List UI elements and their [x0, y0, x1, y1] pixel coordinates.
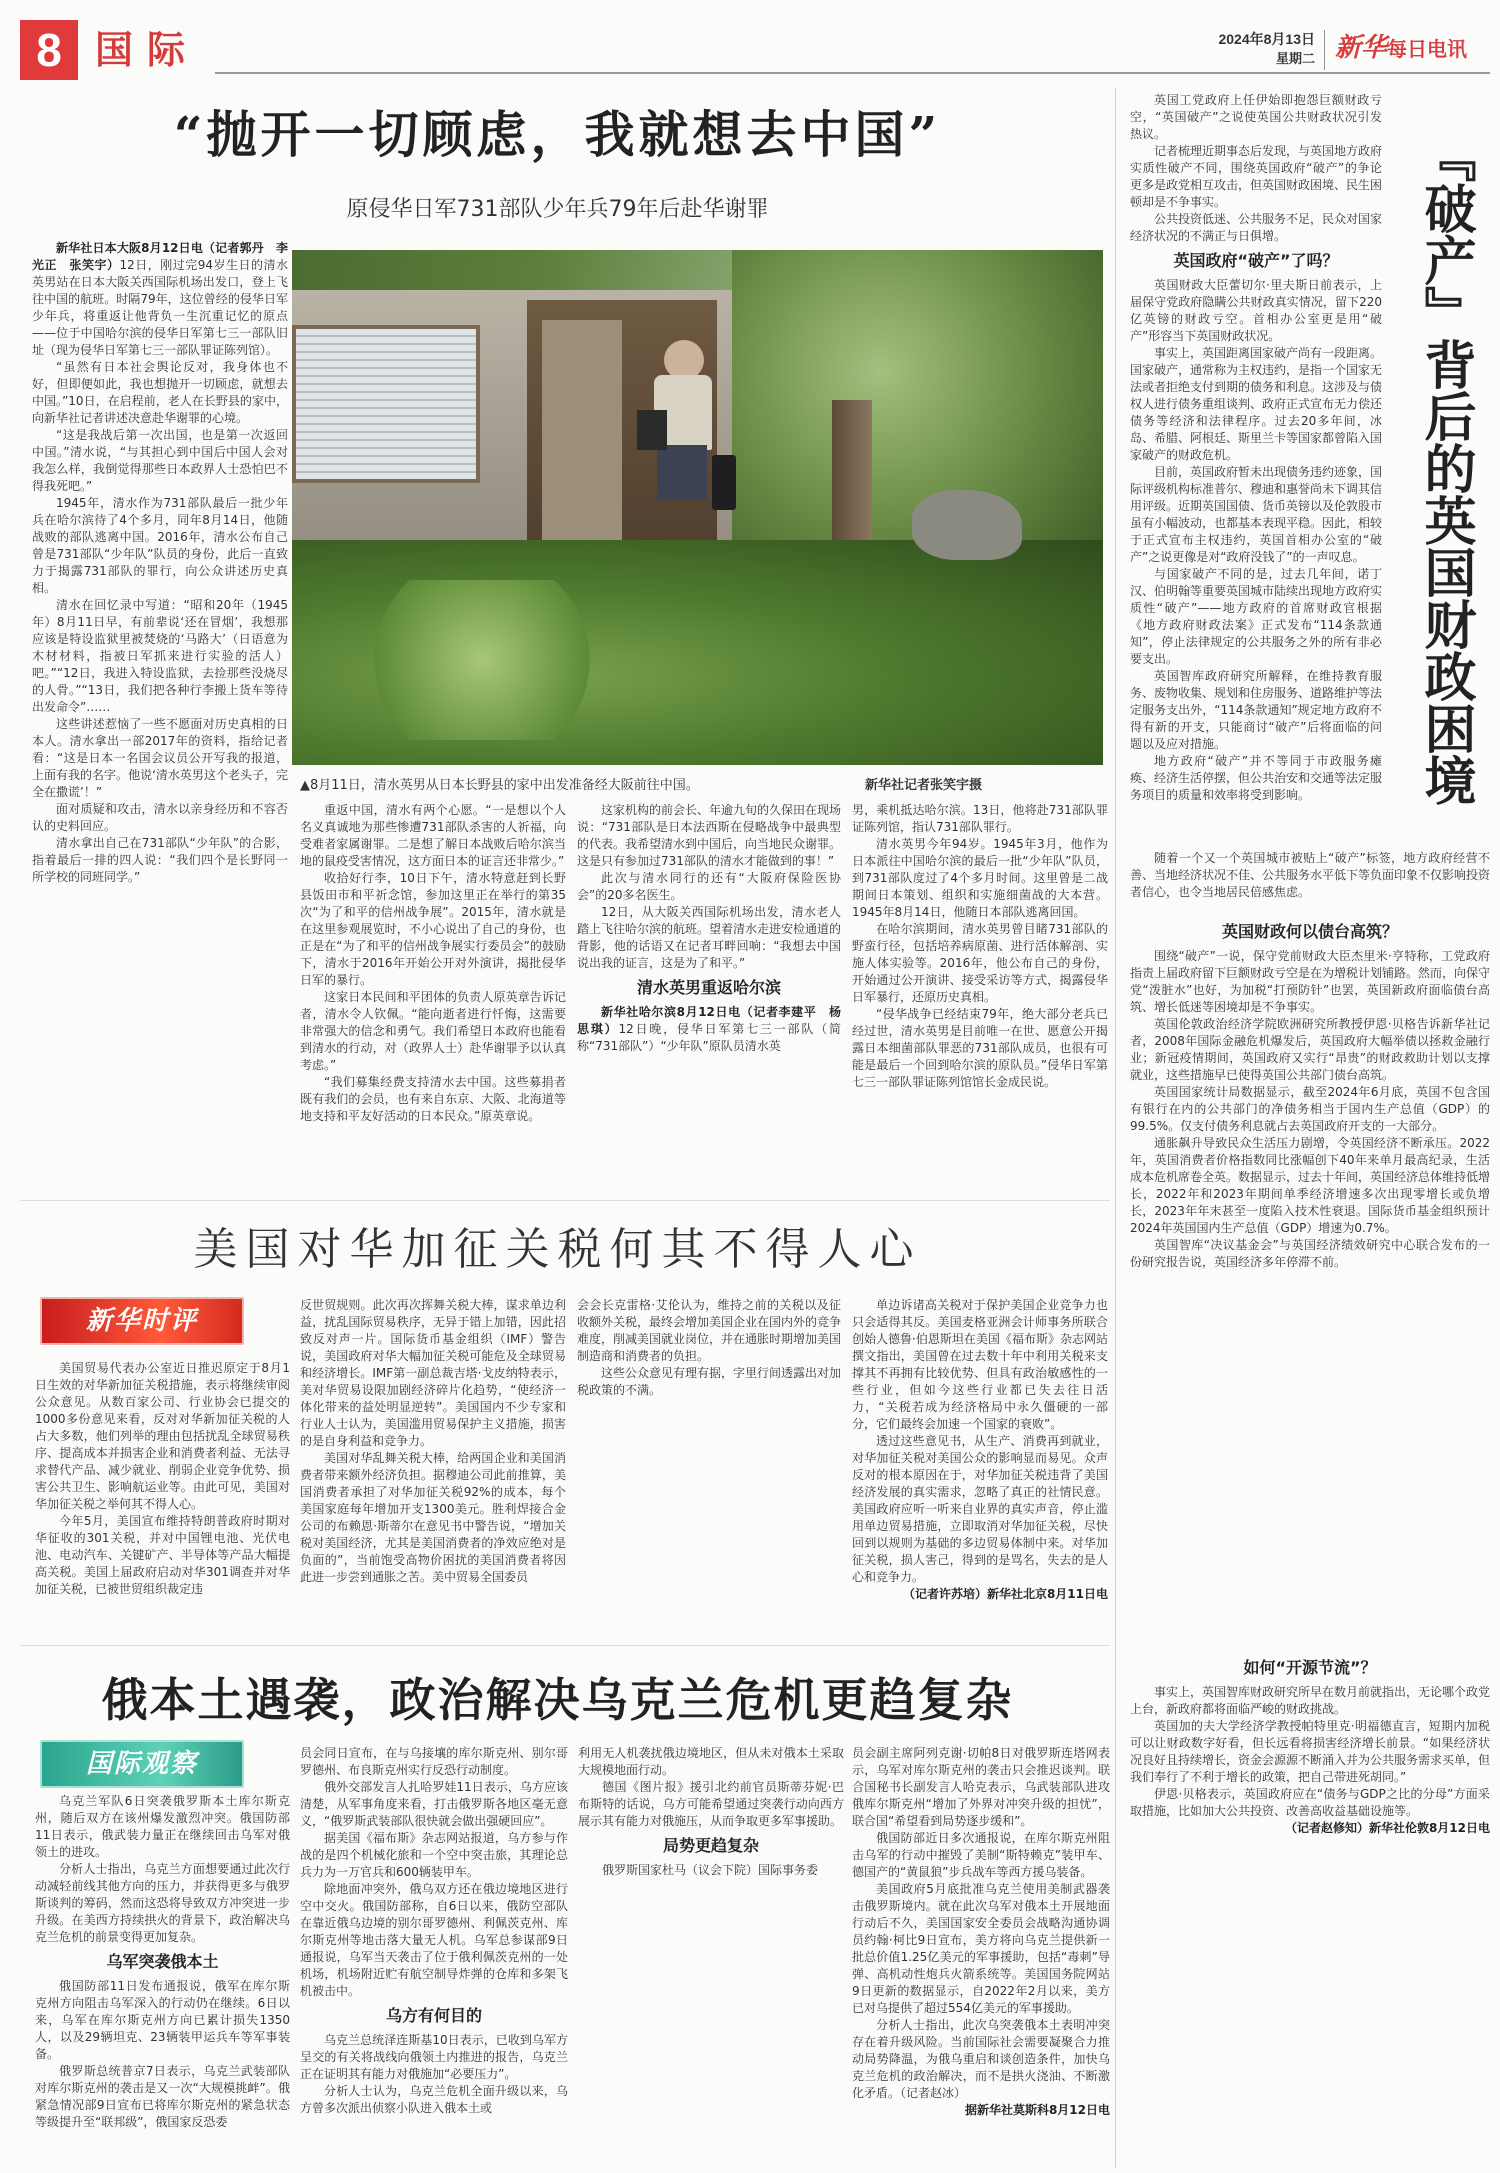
- article-paragraph: [578, 1862, 844, 1879]
- article-paragraph: [300, 1779, 568, 1830]
- page-number: 8: [20, 20, 78, 80]
- caption-text: ▲8月11日，清水英男从日本长野县的家中出发准备经大阪前往中国。: [300, 778, 699, 793]
- article-column: [852, 1745, 1110, 2119]
- article-column: [1130, 92, 1382, 804]
- article-paragraph: [1130, 211, 1382, 245]
- article-paragraph: [1130, 1237, 1490, 1271]
- paragraph-text: 俄国防部近日多次通报说，在库尔斯克州阻击乌军的行动中摧毁了美制“斯特赖克”装甲车、德国产的“黄鼠狼”步兵战车等西方援乌装备。: [852, 1831, 1110, 1879]
- article-paragraph: [35, 1861, 290, 1946]
- masthead-text: 每日电讯: [1387, 37, 1468, 61]
- article-byline: [852, 2102, 1110, 2119]
- man-figure: [664, 340, 704, 380]
- paragraph-text: 这些讲述惹恼了一些不愿面对历史真相的日本人。清水拿出一部2017年的资料，指给记者看：“这是日本一名国会议员公开写我的报道，上面有我的名字。他说‘清水英男这个老头子，完全在撒谎’！”: [32, 717, 288, 799]
- article-subheading: 局势更趋复杂: [662, 1836, 759, 1855]
- vertical-article-title: 『破产』背后的英国财政困境: [1415, 130, 1476, 806]
- paragraph-text: 收拾好行李，10日下午，清水特意赶到长野县饭田市和平祈念馆，参加这里正在举行的第35次“为了和平的信州战争展”。2015年，清水就是在这里参观展览时，不小心说出了自己的身份，也正是在“为了和平的信州战争展实行委员会”的鼓励下，清水于2016年开始公开对外演讲，揭批侵华日军的暴行。: [300, 871, 566, 987]
- paragraph-text: 除地面冲突外，俄乌双方还在俄边境地区进行空中交火。俄国防部称，自6日以来，俄防空部队在靠近俄乌边境的别尔哥罗德州、利佩茨克州、库尔斯克州等地击落大量无人机。乌军总参谋部9日通报说，乌军当天袭击了位于俄利佩茨克州的一处机场，机场附近贮有航空制导炸弹的仓库和多架飞机被击中。: [300, 1882, 568, 1998]
- article-paragraph: [300, 1881, 568, 2000]
- article-paragraph: [300, 1450, 566, 1586]
- article-paragraph: [852, 1433, 1108, 1586]
- paragraph-text: 俄罗斯国家杜马（议会下院）国际事务委: [602, 1863, 819, 1877]
- article-paragraph: [852, 836, 1108, 921]
- paragraph-text: （记者赵修知）新华社伦敦8月12日电: [1284, 1821, 1490, 1835]
- paragraph-text: 面对质疑和攻击，清水以亲身经历和不容否认的史料回应。: [32, 802, 288, 833]
- article-paragraph: [1130, 464, 1382, 566]
- paragraph-text: “我们募集经费支持清水去中国。这些募捐者既有我们的会员，也有来自东京、大阪、北海道等地支持和平友好活动的日本民众。”原英章说。: [300, 1075, 566, 1123]
- paragraph-text: 会会长克雷格·艾伦认为，维持之前的关税以及征收额外关税，最终会增加美国企业在国内外的竞争难度，削减美国就业岗位，并在通胀时期增加美国制造商和消费者的负担。: [577, 1298, 842, 1363]
- article-paragraph: [577, 802, 841, 870]
- paragraph-text: 利用无人机袭扰俄边境地区，但从未对俄本土采取大规模地面行动。: [578, 1746, 844, 1777]
- paragraph-text: 据美国《福布斯》杂志网站报道，乌方参与作战的是四个机械化旅和一个空中突击旅，其理论总兵力为一万官兵和600辆装甲车。: [300, 1831, 568, 1879]
- paragraph-text: 俄罗斯总统普京7日表示，乌克兰武装部队对库尔斯克州的袭击是又一次“大规模挑衅”。俄紧急情况部9日宣布已将库尔斯克州的紧急状态等级提升至“联邦级”，俄国家反恐委: [35, 2064, 290, 2129]
- article-subheading: 清水英男重返哈尔滨: [636, 978, 781, 997]
- paragraph-text: 分析人士认为，乌克兰危机全面升级以来，乌方曾多次派出侦察小队进入俄本土或: [300, 2084, 568, 2115]
- article-paragraph: [578, 1745, 844, 1779]
- paragraph-text: 美国对华乱舞关税大棒，给两国企业和美国消费者带来额外经济负担。据穆迪公司此前推算，美国消费者承担了对华加征关税92%的成本，每个美国家庭每年增加开支1300美元。胜利焊接合金公司的布赖恩·斯蒂尔在意见书中警告说，“增加关税对美国经济，尤其是美国消费者的净效应绝对是负面的”，当前饱受高物价困扰的美国消费者将因此进一步尝到通胀之苦。美中贸易全国委员: [300, 1451, 566, 1584]
- article-paragraph: [852, 2017, 1110, 2102]
- article-subheading: 英国政府“破产”了吗？: [1173, 251, 1339, 270]
- article-paragraph: [300, 1745, 568, 1779]
- article-byline: [852, 1586, 1108, 1603]
- article-paragraph: [1130, 1684, 1490, 1718]
- news-photo: [292, 250, 1103, 765]
- paragraph-text: 公共投资低迷、公共服务不足，民众对国家经济状况的不满正与日俱增。: [1130, 212, 1383, 243]
- article-paragraph: [1130, 1718, 1490, 1786]
- paragraph-text: 分析人士指出，乌克兰方面想要通过此次行动减轻前线其他方向的压力，并获得更多与俄罗斯谈判的筹码，然而这恐将导致双方冲突进一步升级。在美西方持续拱火的背景下，政治解决乌克兰危机的前景变得更加复杂。: [35, 1862, 290, 1944]
- article-subheading: 乌方有何目的: [385, 2006, 482, 2025]
- paragraph-text: 清水英男今年94岁。1945年3月，他作为日本派往中国哈尔滨的最后一批“少年队”队员，到731部队度过了4个多月时间。这里曾是二战期间日本策划、组织和实施细菌战的大本营。1945年8月14日，他随日本部队逃离回国。: [852, 837, 1108, 919]
- article-paragraph: [852, 921, 1108, 1006]
- article-paragraph: [300, 2083, 568, 2117]
- article-column: [35, 1793, 290, 2131]
- article-paragraph: [1130, 668, 1382, 753]
- article-column: [577, 1297, 841, 1399]
- paragraph-text: 今年5月，美国宣布维持特朗普政府时期对华征收的301关税，并对中国锂电池、光伏电池、电动汽车、关键矿产、半导体等产品大幅提高关税。美国上届政府启动对华301调查并对华加征关税，已被世贸组织裁定违: [35, 1514, 290, 1596]
- paragraph-text: 通胀飙升导致民众生活压力剧增，令英国经济不断承压。2022年，英国消费者价格指数同比涨幅创下40年来单月最高纪录，生活成本危机席卷全英。数据显示，过去十年间，英国经济总体维持低增长，2022年和2023年期间单季经济增速多次出现零增长或负增长，2023年年末甚至一度陷入技术性衰退。国际货币基金组织预计2024年英国国内生产总值（GDP）增速为0.7%。: [1130, 1136, 1491, 1235]
- paragraph-text: 员会副主席阿列克谢·切帕8日对俄罗斯连塔网表示，乌军对库尔斯克州的袭击只会推迟谈判。联合国秘书长副发言人哈克表示，乌武装部队进攻俄库尔斯克州“增加了外界对冲突升级的担忧”，联合国“希望看到局势逐步缓和”。: [852, 1746, 1110, 1828]
- article-paragraph: [852, 1297, 1108, 1433]
- paragraph-text: “侵华战争已经结束79年，绝大部分老兵已经过世，清水英男是目前唯一在世、愿意公开揭露日本细菌部队罪恶的731部队成员，也很有可能是最后一个回到哈尔滨的原队员。”侵华日军第七三一部队罪证陈列馆馆长金成民说。: [852, 1007, 1108, 1089]
- masthead-calligraphy: 新华: [1335, 33, 1388, 63]
- article-paragraph: [1130, 277, 1382, 345]
- article-paragraph: [852, 1745, 1110, 1830]
- article-paragraph: [32, 597, 288, 716]
- paragraph-text: 12日，刚过完94岁生日的清水英男站在日本大阪关西国际机场出发口，登上飞往中国的航班。时隔79年，这位曾经的侵华日军少年兵，将重返让他背负一生沉重记忆的原点——位于中国哈尔滨的侵华日军第七三一部队旧址（现为侵华日军第七三一部队罪证陈列馆）。: [32, 258, 288, 357]
- paragraph-text: 美国政府5月底批准乌克兰使用美制武器袭击俄罗斯境内。就在此次乌军对俄本土开展地面行动后不久，美国国家安全委员会战略沟通协调员约翰·柯比9日宣布，美方将向乌克兰提供新一批总价值1.25亿美元的军事援助，包括“毒刺”导弹、高机动性炮兵火箭系统等。美国国务院网站9日更新的数据显示，自2022年2月以来，美方已对乌提供了超过554亿美元的军事援助。: [852, 1882, 1110, 2015]
- article-paragraph: [300, 989, 566, 1074]
- article-subheading: 如何“开源节流”？: [1243, 1658, 1377, 1677]
- article-paragraph: [852, 1881, 1110, 2017]
- paragraph-text: 德国《图片报》援引北约前官员斯蒂芬妮·巴布斯特的话说，乌方可能希望通过突袭行动向西方展示其有能力对俄施压，从而争取更多军事援助。: [578, 1780, 844, 1828]
- article-paragraph: [32, 835, 288, 886]
- article-subheadline: 原侵华日军731部队少年兵79年后赴华谢罪: [346, 197, 769, 222]
- article-column: [578, 1745, 844, 1879]
- paragraph-text: 单边诉诸高关税对于保护美国企业竞争力也只会适得其反。美国麦格亚洲会计师事务所联合创始人德鲁·伯恩斯坦在美国《福布斯》杂志网站撰文指出，美国曾在过去数十年中利用关税来支撑其不再拥有比较优势、但具有政治敏感性的一些行业，但如今这些行业都已失去往日活力，“关税若成为经济格局中永久僵硬的一部分，它们最终会加速一个国家的衰败”。: [852, 1298, 1108, 1431]
- paragraph-text: 清水在回忆录中写道：“昭和20年（1945年）8月11日早，有前辈说‘还在冒烟’，我想那应该是特设监狱里被焚烧的‘马路大’（日语意为木材材料，指被日军抓来进行实验的活人）吧。”“12日，我进入特设监狱，去捡那些没烧尽的人骨。”“13日，我们把各种行李搬上货车等待出发命令”……: [32, 598, 288, 714]
- article-paragraph: [32, 716, 288, 801]
- suitcase: [712, 455, 736, 510]
- article-paragraph: [1130, 92, 1382, 143]
- newspaper-masthead: [1335, 30, 1467, 67]
- article-paragraph: [852, 802, 1108, 836]
- article-paragraph: [35, 1360, 290, 1513]
- paragraph-text: 英国工党政府上任伊始即抱怨巨额财政亏空，“英国破产”之说使英国公共财政状况引发热议。: [1130, 93, 1382, 141]
- article-column: [35, 1360, 290, 1598]
- paragraph-text: 英国财政大臣蕾切尔·里夫斯日前表示，上届保守党政府隐瞒公共财政真实情况，留下220亿英镑的财政亏空。首相办公室更是用“破产”形容当下英国财政状况。: [1130, 278, 1382, 343]
- article-paragraph: [300, 1830, 568, 1881]
- article-column: [577, 802, 841, 1055]
- article-paragraph: [1130, 143, 1382, 211]
- article-paragraph: [852, 1006, 1108, 1091]
- paragraph-text: 乌克兰总统泽连斯基10日表示，已收到乌军方呈交的有关将战线向俄领土内推进的报告，乌克兰正在证明其有能力对俄施加“必要压力”。: [300, 2033, 568, 2081]
- section-title: 国际: [95, 28, 200, 72]
- article-paragraph: [35, 2063, 290, 2131]
- paragraph-text: 事实上，英国智库财政研究所早在数月前就指出，无论哪个政党上台，新政府都将面临严峻的财政挑战。: [1130, 1685, 1491, 1716]
- paragraph-text: 英国智库政府研究所解释，在维持教育服务、废物收集、规划和住房服务、道路维护等法定服务支出外，“114条款通知”规定地方政府不得有新的开支，只能商讨“破产”后将面临的问题以及应对措施。: [1130, 669, 1383, 751]
- article-paragraph: [1130, 948, 1490, 1016]
- paragraph-text: 此次与清水同行的还有“大阪府保险医协会”的20多名医生。: [577, 871, 841, 902]
- article-paragraph: [35, 1513, 290, 1598]
- photo-credit: 新华社记者张笑宇摄: [865, 778, 983, 793]
- paragraph-text: 围绕“破产”一说，保守党前财政大臣杰里米·亨特称，工党政府指责上届政府留下巨额财政亏空是在为增税计划铺路。然而，向保守党“泼脏水”也好，为加税“打预防针”也罢，英国新政府面临债台高筑、增长低迷等困境却是不争事实。: [1130, 949, 1491, 1014]
- article-paragraph: [577, 1297, 841, 1365]
- article-column: [852, 802, 1108, 1091]
- article-subheading: 英国财政何以债台高筑？: [1221, 922, 1398, 941]
- paragraph-text: 英国加的夫大学经济学教授帕特里克·明福德直言，短期内加税可以让财政数字好看，但长远看将损害经济增长前景。“如果经济状况良好且持续增长，资金会源源不断涌入并为公共服务需求买单，但我们奉行了不利于增长的政策，把自己带进死胡同。”: [1130, 1719, 1491, 1784]
- article-paragraph: [852, 1830, 1110, 1881]
- article-column: [300, 1745, 568, 2117]
- paragraph-text: 与国家破产不同的是，过去几年间，诺丁汉、伯明翰等重要英国城市陆续出现地方政府实质性“破产”——地方政府的首席财政官根据《地方政府财政法案》正式发布“114条款通知”，停止法律规定的公共服务之外的所有非必要支出。: [1130, 567, 1383, 666]
- paragraph-text: 据新华社莫斯科8月12日电: [964, 2103, 1110, 2117]
- paragraph-text: 员会同日宣布，在与乌接壤的库尔斯克州、别尔哥罗德州、布良斯克州实行反恐行动制度。: [300, 1746, 568, 1777]
- article-paragraph: [1130, 850, 1490, 901]
- paragraph-text: 随着一个又一个英国城市被贴上“破产”标签，地方政府经营不善、当地经济状况不佳、公共服务水平低下等负面印象不仅影响投资者信心，也令当地居民倍感焦虑。: [1130, 851, 1491, 899]
- photo-caption: [300, 776, 1100, 796]
- paragraph-text: 在哈尔滨期间，清水英男曾目睹731部队的野蛮行径，包括培养病原菌、进行活体解剖、实施人体实验等。2016年，他公布自己的身份，开始通过公开演讲、接受采访等方式，揭露侵华日军暴行，还原历史真相。: [852, 922, 1108, 1004]
- article-paragraph: [300, 870, 566, 989]
- article-paragraph: [35, 1978, 290, 2063]
- paragraph-text: 美国贸易代表办公室近日推迟原定于8月1日生效的对华新加征关税措施，表示将继续审阅公众意见。从数百家公司、行业协会已提交的1000多份意见来看，反对对华新加征关税的人占大多数，他们列举的理由包括扰乱全球贸易秩序、提高成本并损害企业和消费者利益、无法寻求替代产品、减少就业、削弱企业竞争优势、损害公共卫生、影响航运业等。由此可见，美国对华加征关税之举何其不得人心。: [35, 1361, 290, 1511]
- paragraph-text: 反世贸规则。此次再次挥舞关税大棒，谋求单边利益，扰乱国际贸易秩序，无异于错上加错，因此招致反对声一片。国际货币基金组织（IMF）警告说，美国政府对华大幅加征关税可能危及全球贸易和经济增长。IMF第一副总裁吉塔·戈皮纳特表示，美对华贸易设限加剧经济碎片化趋势，“使经济一体化带来的益处明显逆转”。美国国内不少专家和行业人士认为，美国滥用贸易保护主义措施，损害的是自身利益和竞争力。: [300, 1298, 566, 1448]
- article-paragraph: [577, 1004, 841, 1055]
- article-headline: 俄本土遇袭，政治解决乌克兰危机更趋复杂: [101, 1673, 1014, 1727]
- paragraph-text: 1945年，清水作为731部队最后一批少年兵在哈尔滨待了4个多月，同年8月14日，他随战败的部队逃离中国。2016年，清水公布自己曾是731部队“少年队”队员的身份，此后一直致力于揭露731部队的罪行，向公众讲述历史真相。: [32, 496, 288, 595]
- article-paragraph: [1130, 566, 1382, 668]
- article-column: [852, 1297, 1108, 1603]
- paragraph-text: 英国国家统计局数据显示，截至2024年6月底，英国不包含国有银行在内的公共部门的净债务相当于国内生产总值（GDP）的99.5%。仅支付债务利息就占去英国政府开支的一大部分。: [1130, 1085, 1490, 1133]
- paragraph-text: 英国智库“决议基金会”与英国经济绩效研究中心联合发布的一份研究报告说，英国经济多年停滞不前。: [1130, 1238, 1490, 1269]
- article-divider: [20, 1200, 1110, 1201]
- issue-weekday: 星期二: [1275, 51, 1315, 66]
- article-column: [1130, 916, 1490, 1271]
- paragraph-text: 英国伦敦政治经济学院欧洲研究所教授伊恩·贝格告诉新华社记者，2008年国际金融危机爆发后，英国政府大幅举债以拯救金融行业；新冠疫情期间，英国政府又实行“昂贵”的财政救助计划以支撑就业，这些措施早已使得英国公共部门债台高筑。: [1130, 1017, 1490, 1082]
- paragraph-text: 俄国防部11日发布通报说，俄军在库尔斯克州方向阻击乌军深入的行动仍在继续。6日以来，乌军在库尔斯克州方向已累计损失1350人，以及29辆坦克、23辆装甲运兵车等军事装备。: [35, 1979, 290, 2061]
- paragraph-text: 俄外交部发言人扎哈罗娃11日表示，乌方应该清楚，从军事角度来看，打击俄罗斯各地区毫无意义，“俄罗斯武装部队很快就会做出强硬回应”。: [300, 1780, 568, 1828]
- dateline: 新华社哈尔滨8月12日电（记者李建平 杨思琪）: [577, 1005, 841, 1036]
- paragraph-text: 事实上，英国距离国家破产尚有一段距离。国家破产，通常称为主权违约，是指一个国家无法或者拒绝支付到期的债务和利息。这涉及与债权人进行债务重组谈判、政府正式宣布无力偿还债务等经济和法律程序。过去20多年间，冰岛、希腊、阿根廷、斯里兰卡等国家都曾陷入国家破产的财政危机。: [1130, 346, 1383, 462]
- article-paragraph: [32, 495, 288, 597]
- issue-date: 2024年8月13日: [1218, 31, 1315, 47]
- header-divider: [1324, 30, 1325, 70]
- column-logo-international-observation: 国际观察: [40, 1740, 244, 1788]
- header-rule: [215, 72, 1490, 74]
- article-column: [32, 240, 288, 886]
- article-paragraph: [1130, 345, 1382, 464]
- paragraph-text: 目前，英国政府暂未出现债务违约迹象，国际评级机构标准普尔、穆迪和惠誉尚未下调其信用评级。近期英国国债、货币英镑以及伦敦股市虽有小幅波动，也都基本表现平稳。因此，相较于正式宣布主权违约，英国首相办公室的“破产”之说更像是对“政府没钱了”的一声叹息。: [1130, 465, 1383, 564]
- paragraph-text: 乌克兰军队6日突袭俄罗斯本土库尔斯克州，随后双方在该州爆发激烈冲突。俄国防部11日表示，俄武装力量正在继续回击乌军对俄领土的进攻。: [35, 1794, 290, 1859]
- article-paragraph: [578, 1779, 844, 1830]
- article-byline: [1130, 1820, 1490, 1837]
- article-paragraph: [32, 427, 288, 495]
- paragraph-text: 透过这些意见书，从生产、消费再到就业，对华加征关税对美国公众的影响显而易见。众声反对的根本原因在于，对华加征关税违背了美国经济发展的真实需求，忽略了真正的社情民意。美国政府应听一听来自业界的真实声音，停止滥用单边贸易措施，立即取消对华加征关税，尽快回到以规则为基础的多边贸易体制中来。对华加征关税，损人害己，得到的是骂名，失去的是人心和竞争力。: [852, 1434, 1108, 1584]
- paragraph-text: 这些公众意见有理有据，字里行间透露出对加税政策的不满。: [577, 1366, 842, 1397]
- paragraph-text: 重返中国，清水有两个心愿。“一是想以个人名义真诚地为那些惨遭731部队杀害的人祈福，向受难者家属谢罪。二是想了解日本战败后哈尔滨当地的鼠疫受害情况，这方面日本的证言还非常少。”: [300, 803, 566, 868]
- article-divider: [20, 1645, 1110, 1646]
- article-column: [1130, 850, 1490, 901]
- paragraph-text: 记者梳理近期事态后发现，与英国地方政府实质性破产不同，围绕英国政府“破产”的争论更多是政党相互攻击，但英国财政困境、民生困顿却是不争事实。: [1130, 144, 1383, 209]
- article-paragraph: [300, 2032, 568, 2083]
- article-paragraph: [1130, 1135, 1490, 1237]
- article-headline: 美国对华加征关税何其不得人心: [193, 1224, 922, 1275]
- article-column: [300, 802, 566, 1125]
- column-divider: [1115, 88, 1116, 2168]
- article-paragraph: [32, 359, 288, 427]
- paragraph-text: 清水拿出自己在731部队“少年队”的合影，指着最后一排的四人说：“我们四个是长野同一所学校的同班同学。”: [32, 836, 288, 884]
- paragraph-text: “这是我战后第一次出国，也是第一次返回中国。”清水说，“与其担心到中国后中国人会对我怎么样，我倒觉得那些日本政界人士恐怕巴不得我死吧。”: [32, 428, 288, 493]
- paragraph-text: 12日晚，侵华日军第七三一部队（简称“731部队”）“少年队”原队员清水英: [577, 1022, 841, 1053]
- article-column: [300, 1297, 566, 1586]
- column-logo-xinhua-commentary: 新华时评: [40, 1297, 244, 1345]
- article-paragraph: [32, 801, 288, 835]
- article-paragraph: [1130, 1084, 1490, 1135]
- paragraph-text: 伊恩·贝格表示，英国政府应在“债务与GDP之比的分母”方面采取措施，比如加大公共投资、改善高收益基础设施等。: [1130, 1787, 1490, 1818]
- paragraph-text: （记者许苏培）新华社北京8月11日电: [902, 1587, 1108, 1601]
- article-paragraph: [1130, 1016, 1490, 1084]
- article-paragraph: [577, 1365, 841, 1399]
- article-paragraph: [300, 1074, 566, 1125]
- paragraph-text: 分析人士指出，此次乌突袭俄本土表明冲突存在着升级风险。当前国际社会需要凝聚合力推动局势降温，为俄乌重启和谈创造条件，加快乌克兰危机的政治解决，而不是拱火浇油、不断激化矛盾。（记者赵冰）: [852, 2018, 1110, 2100]
- article-paragraph: [577, 870, 841, 904]
- paragraph-text: “虽然有日本社会舆论反对，我身体也不好，但即便如此，我也想抛开一切顾虑，就想去中国。”10日，在启程前，老人在长野县的家中，向新华社记者讲述决意赴华谢罪的心境。: [32, 360, 288, 425]
- article-paragraph: [35, 1793, 290, 1861]
- article-column: [1130, 1652, 1490, 1837]
- article-paragraph: [577, 904, 841, 972]
- article-headline: “抛开一切顾虑，我就想去中国”: [173, 105, 942, 164]
- article-paragraph: [1130, 753, 1382, 804]
- dateline: 新华社日本大阪8月12日电（记者郭丹 李光正 张笑宇）: [32, 241, 288, 272]
- article-paragraph: [1130, 1786, 1490, 1820]
- paragraph-text: 这家机构的前会长、年逾九旬的久保田在现场说：“731部队是日本法西斯在侵略战争中最典型的代表。我希望清水到中国后，向当地民众谢罪。这是只有参加过731部队的清水才能做到的事！”: [577, 803, 842, 868]
- article-paragraph: [32, 240, 288, 359]
- article-subheading: 乌军突袭俄本土: [106, 1952, 219, 1971]
- paragraph-text: 12日，从大阪关西国际机场出发，清水老人踏上飞往哈尔滨的航班。望着清水走进安检通道的背影，他的话语又在记者耳畔回响：“我想去中国说出我的证言，这是为了和平。”: [577, 905, 842, 970]
- article-paragraph: [300, 802, 566, 870]
- article-paragraph: [300, 1297, 566, 1450]
- paragraph-text: 男，乘机抵达哈尔滨。13日，他将赴731部队罪证陈列馆，指认731部队罪行。: [852, 803, 1108, 834]
- paragraph-text: 地方政府“破产”并不等同于市政服务瘫痪、经济生活停摆，但公共治安和交通等法定服务项目的质量和效率将受到影响。: [1130, 754, 1383, 802]
- paragraph-text: 这家日本民间和平团体的负责人原英章告诉记者，清水令人钦佩。“能向逝者进行忏悔，这需要非常强大的信念和勇气。我们希望日本政府也能看到清水的行动，对（政界人士）赴华谢罪予以认真考虑。”: [300, 990, 566, 1072]
